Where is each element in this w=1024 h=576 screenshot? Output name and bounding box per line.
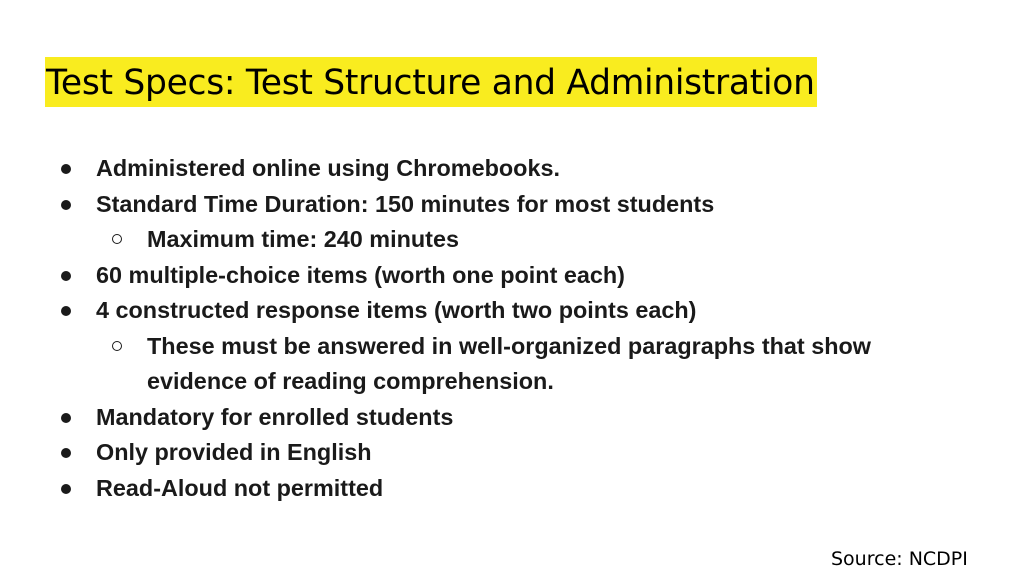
bullet-list (0, 151, 1024, 506)
bullet-text: Administered online using Chromebooks. (96, 155, 560, 181)
bullet-dot-icon (61, 484, 71, 494)
bullet-dot-icon (61, 200, 71, 210)
bullet-item (0, 471, 1024, 507)
bullet-item (0, 293, 1024, 329)
sub-bullet-text: Maximum time: 240 minutes (147, 226, 459, 252)
sub-bullet-item (0, 222, 947, 258)
slide-title: Test Specs: Test Structure and Administration (45, 57, 817, 107)
bullet-dot-icon (61, 164, 71, 174)
sub-bullet-item (0, 329, 947, 400)
source-citation: Source: NCDPI (831, 548, 968, 570)
bullet-text: Standard Time Duration: 150 minutes for most students (96, 190, 715, 217)
bullet-text: Mandatory for enrolled students (96, 403, 454, 430)
bullet-dot-icon (61, 413, 71, 423)
sub-bullet-text: These must be answered in well-organized paragraphs that show evidence of reading comprehension. (147, 332, 871, 394)
bullet-text: 60 multiple-choice items (worth one point each) (96, 261, 625, 288)
bullet-item (0, 151, 1024, 187)
bullet-dot-icon (61, 448, 71, 458)
bullet-text: Read-Aloud not permitted (96, 474, 384, 501)
bullet-item (0, 435, 1024, 471)
bullet-dot-icon (61, 271, 71, 281)
bullet-item (0, 187, 1024, 223)
bullet-text: 4 constructed response items (worth two points each) (96, 297, 697, 323)
hollow-circle-icon (112, 234, 122, 244)
bullet-item (0, 258, 1024, 294)
bullet-item (0, 400, 1024, 436)
bullet-text: Only provided in English (96, 439, 372, 465)
hollow-circle-icon (112, 341, 122, 351)
bullet-dot-icon (61, 306, 71, 316)
